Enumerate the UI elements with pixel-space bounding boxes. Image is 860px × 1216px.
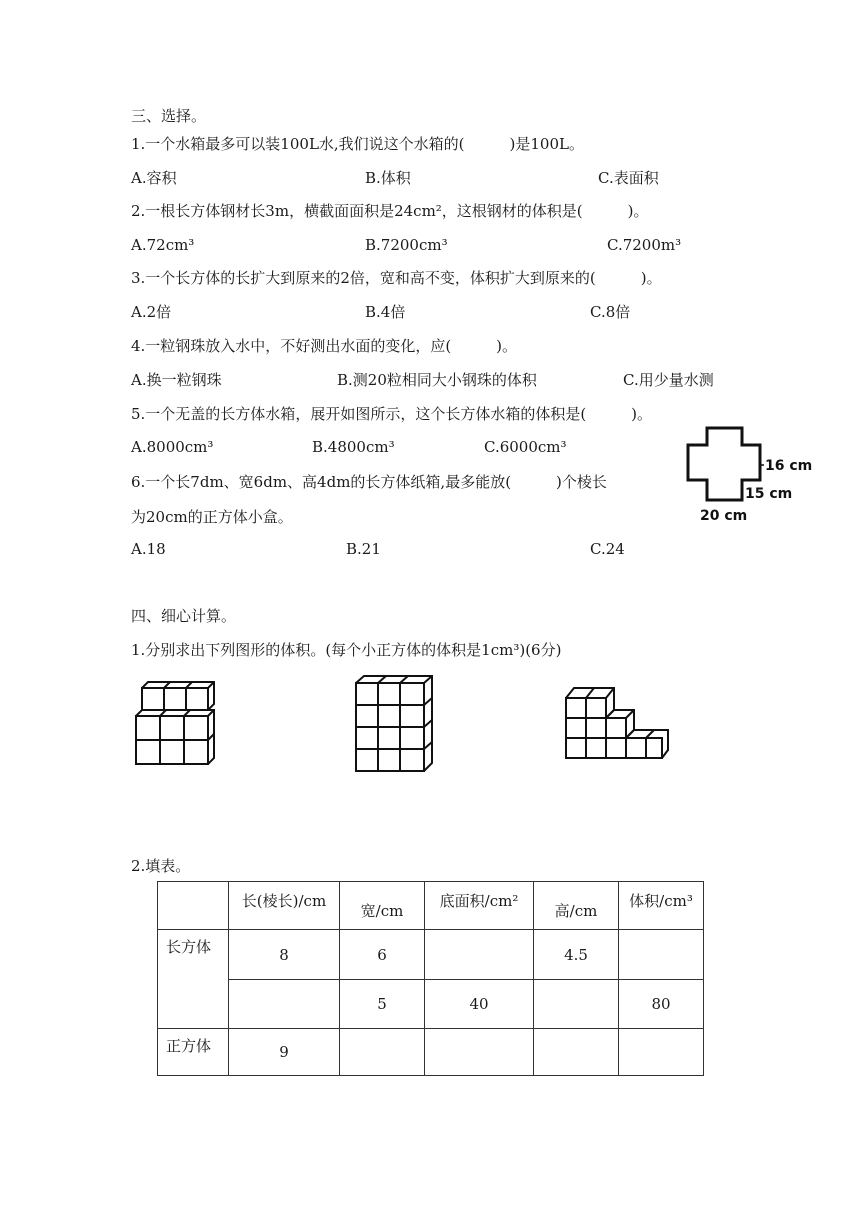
q6-option-b: B.21 [346,540,381,558]
cube-figure-2 [350,673,440,777]
table-cell[interactable] [619,930,704,980]
table-cell[interactable]: 8 [229,930,340,980]
table-header-corner [158,882,229,930]
q4-option-c: C.用少量水测 [623,371,714,389]
q1-option-c: C.表面积 [598,169,659,187]
label-20cm: 20 cm [700,508,748,524]
q1-option-a: A.容积 [131,169,177,187]
table-header-height: 高/cm [534,882,619,930]
table-header-volume: 体积/cm³ [619,882,704,930]
section4-title: 四、细心计算。 [131,607,237,625]
q2-option-c: C.7200m³ [607,236,682,254]
q3-option-b: B.4倍 [365,303,406,321]
table-header-length: 长(棱长)/cm [229,882,340,930]
fill-table [157,881,704,1076]
row-label-cuboid: 长方体 [158,930,229,1029]
table-cell[interactable] [534,1029,619,1076]
table-cell[interactable]: 9 [229,1029,340,1076]
q2-option-a: A.72cm³ [131,236,195,254]
table-cell[interactable] [425,1029,534,1076]
row-label-cube: 正方体 [158,1029,229,1076]
q5-option-c: C.6000cm³ [484,438,567,456]
table-cell[interactable]: 4.5 [534,930,619,980]
box-net-figure [680,425,820,525]
section3-title: 三、选择。 [131,107,207,125]
table-cell[interactable]: 5 [340,980,425,1029]
q5-option-b: B.4800cm³ [312,438,395,456]
table-cell[interactable]: 80 [619,980,704,1029]
q6-option-c: C.24 [590,540,625,558]
question-5: 5.一个无盖的长方体水箱，展开如图所示，这个长方体水箱的体积是( )。 [131,405,653,423]
table-cell[interactable] [619,1029,704,1076]
question-3: 3.一个长方体的长扩大到原来的2倍，宽和高不变，体积扩大到原来的( )。 [131,269,662,287]
table-cell[interactable] [229,980,340,1029]
q4-option-b: B.测20粒相同大小钢珠的体积 [337,371,537,389]
q6-option-a: A.18 [131,540,166,558]
table-cell[interactable] [425,930,534,980]
table-cell[interactable] [534,980,619,1029]
cube-figure-1 [132,680,222,770]
q5-option-a: A.8000cm³ [131,438,214,456]
q4-option-a: A.换一粒钢珠 [131,371,222,389]
q3-option-c: C.8倍 [590,303,631,321]
cube-figure-3 [560,682,670,768]
question-6-line1: 6.一个长7dm、宽6dm、高4dm的长方体纸箱,最多能放( )个棱长 [131,473,607,491]
table-header-base-area: 底面积/cm² [425,882,534,930]
label-15cm: 15 cm [745,486,793,502]
table-cell[interactable] [340,1029,425,1076]
q1-option-b: B.体积 [365,169,411,187]
q2-option-b: B.7200cm³ [365,236,448,254]
question-6-line2: 为20cm的正方体小盒。 [131,508,293,526]
q3-option-a: A.2倍 [131,303,172,321]
question-1: 1.一个水箱最多可以装100L水,我们说这个水箱的( )是100L。 [131,135,584,153]
section4-question-2: 2.填表。 [131,857,191,875]
section4-question-1: 1.分别求出下列图形的体积。(每个小正方体的体积是1cm³)(6分) [131,641,562,659]
question-4: 4.一粒钢珠放入水中，不好测出水面的变化，应( )。 [131,337,518,355]
table-header-width: 宽/cm [340,882,425,930]
table-cell[interactable]: 40 [425,980,534,1029]
table-cell[interactable]: 6 [340,930,425,980]
question-2: 2.一根长方体钢材长3m，横截面面积是24cm²，这根钢材的体积是( )。 [131,202,649,220]
label-16cm: 16 cm [765,458,813,474]
